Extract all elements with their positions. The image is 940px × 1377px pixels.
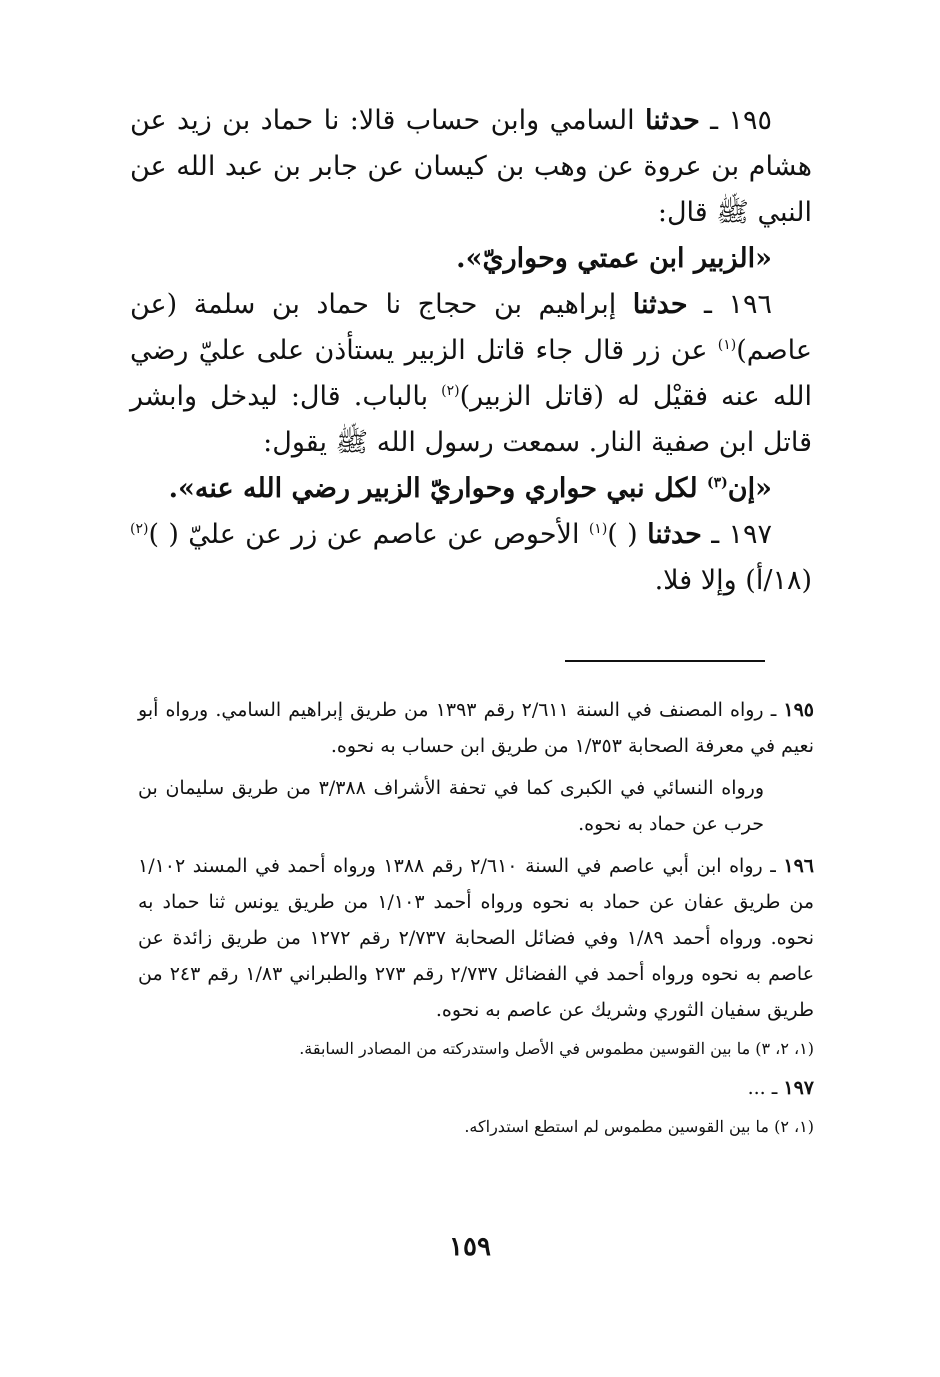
footnote-number: ١٩٦ [783, 855, 814, 877]
hadith-text-part: ( ) [607, 519, 638, 550]
footnote-ref: (١) [717, 337, 737, 353]
page-number: ١٥٩ [449, 1232, 491, 1262]
footnote-number: ١٩٧ [783, 1077, 814, 1099]
footnote-text: رواه ابن أبي عاصم في السنة ٢/٦١٠ رقم ١٣٨٨ ورواه أحمد في المسند ١/١٠٢ من طريق عفان عن حماد به نحوه ورواه أحمد ١/١٠٣ من طريق يونس ثنا حماد به نحوه. ورواه أحمد ١/٨٩ وفي فضائل الصحابة ٢/٧٣٧ رقم ١٢٧٢ من طريق زائدة عن عاصم به نحوه ورواه أحمد في الفضائل ٢/٧٣٧ رقم ٢٧٣ والطبراني ١/٨٣ رقم ٢٤٣ من طريق سفيان الثوري وشريك عن عاصم به نحوه. [138, 855, 815, 1021]
footnote-number: ١٩٥ [783, 699, 814, 721]
footnote-ref: (٢) [130, 521, 149, 537]
footnotes [138, 692, 814, 1148]
footnote-ref: (١) [588, 521, 608, 537]
footnote-text: ... [747, 1077, 766, 1099]
footnote-196: ١٩٦ ـ رواه ابن أبي عاصم في السنة ٢/٦١٠ رقم ١٣٨٨ ورواه أحمد في المسند ١/١٠٢ من طريق عفان عن حماد به نحوه ورواه أحمد ١/١٠٣ من طريق يونس ثنا حماد به نحوه. ورواه أحمد ١/٨٩ وفي فضائل الصحابة ٢/٧٣٧ رقم ١٢٧٢ من طريق زائدة عن عاصم به نحوه ورواه أحمد في الفضائل ٢/٧٣٧ رقم ٢٧٣ والطبراني ١/٨٣ رقم ٢٤٣ من طريق سفيان الثوري وشريك عن عاصم به نحوه. [138, 855, 815, 1021]
footnote-195: ١٩٥ ـ رواه المصنف في السنة ٢/٦١١ رقم ١٣٩٣ من طريق إبراهيم السامي. ورواه أبو نعيم في معرفة الصحابة ١/٣٥٣ من طريق ابن حساب به نحوه. [138, 699, 814, 757]
haddathana-word: حدثنا [645, 105, 700, 136]
hadith-number: ١٩٥ [728, 105, 773, 136]
hadith-197: ١٩٧ ـ حدثنا ( )$^{(١)}$ الأحوص عن عاصم عن زر عن عليّ ( )$^{(٢)}$ (١٨/أ) وإلا فلا. [130, 519, 812, 596]
footnote-195-continued: ورواه النسائي في الكبرى كما في تحفة الأشراف ٣/٣٨٨ من طريق سليمان بن حرب عن حماد به نحوه. [138, 777, 765, 835]
hadith-text-part: بالباب. قال: ليدخل وابشر قاتل ابن صفية النار. سمعت رسول الله ﷺ يقول: [130, 381, 812, 458]
haddathana-word: حدثنا [632, 289, 688, 320]
main-text [130, 98, 812, 604]
hadith-number: ١٩٦ [728, 289, 772, 320]
footnote-ref: (٣) [707, 475, 728, 491]
hadith-number: ١٩٧ [728, 519, 772, 550]
hadith-text-part: (١٨/أ) وإلا فلا. [654, 565, 812, 596]
hadith-196-quote [130, 466, 812, 512]
quote-part: «إن [727, 473, 772, 504]
footnote-197-sub: (١، ٢) ما بين القوسين مطموس لم استطع استدراكه. [464, 1117, 814, 1136]
footnote-ref: (٢) [441, 383, 460, 399]
quote-part: لكل نبي حواري وحواريّ الزبير رضي الله عنه». [168, 473, 698, 504]
hadith-195-quote: «الزبير ابن عمتي وحواريّ». [456, 243, 772, 274]
hadith-text-part: الأحوص عن عاصم عن زر عن عليّ ( ) [148, 519, 580, 550]
footnote-197: ١٩٧ ـ ... [747, 1077, 814, 1099]
hadith-text-part: إبراهيم بن حجاج نا حماد بن سلمة (عن عاصم) [130, 289, 812, 366]
footnote-196-sub: (١، ٢، ٣) ما بين القوسين مطموس في الأصل واستدركته من المصادر السابقة. [299, 1039, 814, 1058]
footnote-separator [565, 660, 765, 662]
hadith-195: ١٩٥ ـ حدثنا السامي وابن حساب قالا: نا حماد بن زيد عن هشام بن عروة عن وهب بن كيسان عن جابر بن عبد الله عن النبي ﷺ قال: [130, 105, 812, 228]
hadith-text: السامي وابن حساب قالا: نا حماد بن زيد عن هشام بن عروة عن وهب بن كيسان عن جابر بن عبد الله عن النبي ﷺ قال: [130, 105, 812, 228]
haddathana-word: حدثنا [647, 519, 702, 550]
hadith-196: ١٩٦ ـ حدثنا إبراهيم بن حجاج نا حماد بن سلمة (عن عاصم)$^{(١)}$ عن زر قال جاء قاتل الزبير يستأذن على عليّ رضي الله عنه فقيْل له (قاتل الزبير)$^{(٢)}$ بالباب. قال: ليدخل وابشر قاتل ابن صفية النار. سمعت رسول الله ﷺ يقول: [130, 289, 812, 458]
hadith-text-part: عن زر قال جاء قاتل الزبير يستأذن على عليّ رضي الله عنه فقيْل له (قاتل الزبير) [130, 335, 812, 412]
footnote-text: رواه المصنف في السنة ٢/٦١١ رقم ١٣٩٣ من طريق إبراهيم السامي. ورواه أبو نعيم في معرفة الصحابة ١/٣٥٣ من طريق ابن حساب به نحوه. [138, 699, 814, 757]
